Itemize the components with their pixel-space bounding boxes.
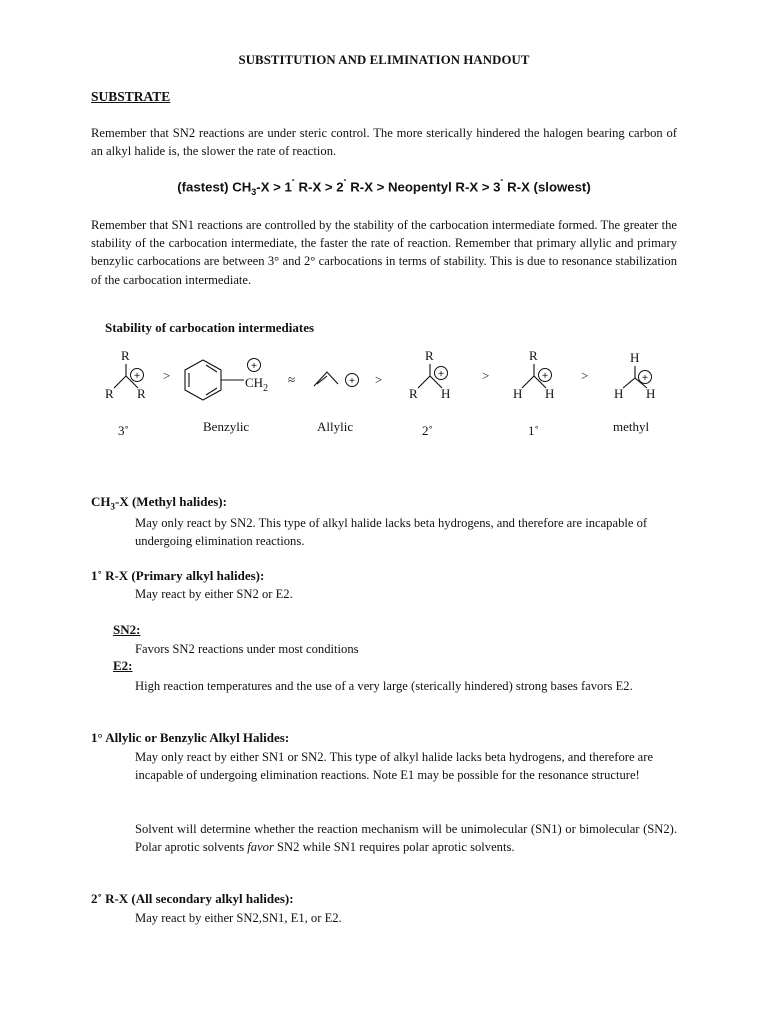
methyl-heading-sub: 3 (110, 501, 115, 512)
substituent-h: H (614, 386, 624, 401)
label-allylic: Allylic (317, 419, 354, 434)
primary-halides-heading: 1˚ R-X (Primary alkyl halides): (91, 568, 265, 583)
substituent-r: R (137, 386, 146, 401)
substituent-r: R (409, 386, 418, 401)
greater-than-sign: > (482, 368, 490, 383)
benzene-ring (185, 360, 221, 400)
label-secondary: 2˚ (422, 423, 433, 438)
substituent-h: H (441, 386, 451, 401)
methyl-halides-heading (91, 494, 227, 512)
methyl-halides-text: May only react by SN2. This type of alkyl halide lacks beta hydrogens, and therefore are incapable of undergoing elimination reactions. (135, 516, 648, 549)
plus-sign: + (641, 372, 649, 384)
plus-sign: + (437, 368, 445, 380)
label-primary: 1˚ (528, 423, 539, 438)
e2-text: High reaction temperatures and the use of a very large (sterically hindered) strong bases favors E2. (135, 679, 633, 693)
label-methyl: methyl (613, 419, 650, 434)
ranking-part-e: R-X (slowest) (503, 179, 591, 195)
primary-halides-text: May react by either SN2 or E2. (135, 587, 293, 601)
plus-sign: + (541, 370, 549, 382)
secondary-halides-heading: 2˚ R-X (All secondary alkyl halides): (91, 891, 294, 906)
substituent-r: R (121, 348, 130, 363)
solvent-text-b: SN2 while SN1 requires polar aprotic solvents. (273, 840, 515, 855)
ranking-sub-3: 3 (251, 187, 257, 198)
sn1-stability-paragraph: Remember that SN1 reactions are controlled by the stability of the carbocation intermediate formed. The greater the stability of the carbocation intermediate, the faster the rate of reaction. Remember that primary allylic and primary benzylic carbocations are between 3° and 2° carbocations in terms of stability. This is due to resonance stabilization of the carbocation intermediate. (91, 218, 677, 287)
allylic-benzylic-heading: 1° Allylic or Benzylic Alkyl Halides: (91, 730, 290, 745)
ch2-group: $CH_2$ (245, 375, 269, 394)
steric-control-paragraph: Remember that SN2 reactions are under steric control. The more sterically hindered the halogen bearing carbon of an alkyl halide is, the slower the rate of reaction. (91, 126, 677, 159)
solvent-paragraph (135, 820, 677, 856)
methyl-heading-rest: -X (Methyl halides): (115, 494, 227, 509)
page-title: SUBSTITUTION AND ELIMINATION HANDOUT (238, 53, 530, 67)
stability-heading: Stability of carbocation intermediates (105, 320, 315, 335)
solvent-text-emphasis: favor (247, 840, 274, 855)
sn2-reactivity-ranking (0, 178, 768, 197)
greater-than-sign: > (581, 368, 589, 383)
ranking-part-c: R-X > 2 (294, 179, 344, 195)
solvent-text-a: Solvent will determine whether the reaction mechanism will be unimolecular (SN1) or bimolecular (SN2). Polar aprotic solvents (135, 822, 677, 855)
allylic-benzylic-text: May only react by either SN1 or SN2. This type of alkyl halide lacks beta hydrogens, and therefore are incapable of undergoing elimination reactions. Note E1 may be possible for the resonance structure! (135, 750, 654, 783)
ranking-part-b: -X > 1 (256, 179, 292, 195)
substituent-h: H (630, 350, 640, 365)
substituent-r: R (105, 386, 114, 401)
substituent-r: R (425, 348, 434, 363)
greater-than-sign: > (375, 372, 383, 387)
secondary-halides-text: May react by either SN2,SN1, E1, or E2. (135, 911, 342, 925)
substrate-heading: SUBSTRATE (91, 89, 171, 104)
degree-symbol: ˚ (343, 178, 347, 188)
plus-sign: + (348, 375, 356, 387)
substituent-r: R (529, 348, 538, 363)
label-tertiary: 3˚ (118, 423, 129, 438)
label-benzylic: Benzylic (203, 419, 250, 434)
greater-than-sign: > (163, 368, 171, 383)
methyl-heading-ch: CH (91, 494, 111, 509)
ranking-part-d: R-X > Neopentyl R-X > 3 (346, 179, 501, 195)
substituent-h: H (545, 386, 555, 401)
ranking-part-a: (fastest) CH (177, 179, 252, 195)
sn2-subheading: SN2: (113, 622, 141, 637)
degree-symbol: ˚ (500, 178, 504, 188)
substituent-h: H (646, 386, 656, 401)
carbocation-stability-diagram (90, 340, 690, 450)
approximately-equal-sign: ≈ (288, 372, 296, 387)
plus-sign: + (250, 360, 258, 372)
e2-subheading: E2: (113, 658, 133, 673)
sn2-text: Favors SN2 reactions under most conditions (135, 642, 359, 656)
degree-symbol: ˚ (291, 178, 295, 188)
plus-sign: + (133, 370, 141, 382)
substituent-h: H (513, 386, 523, 401)
